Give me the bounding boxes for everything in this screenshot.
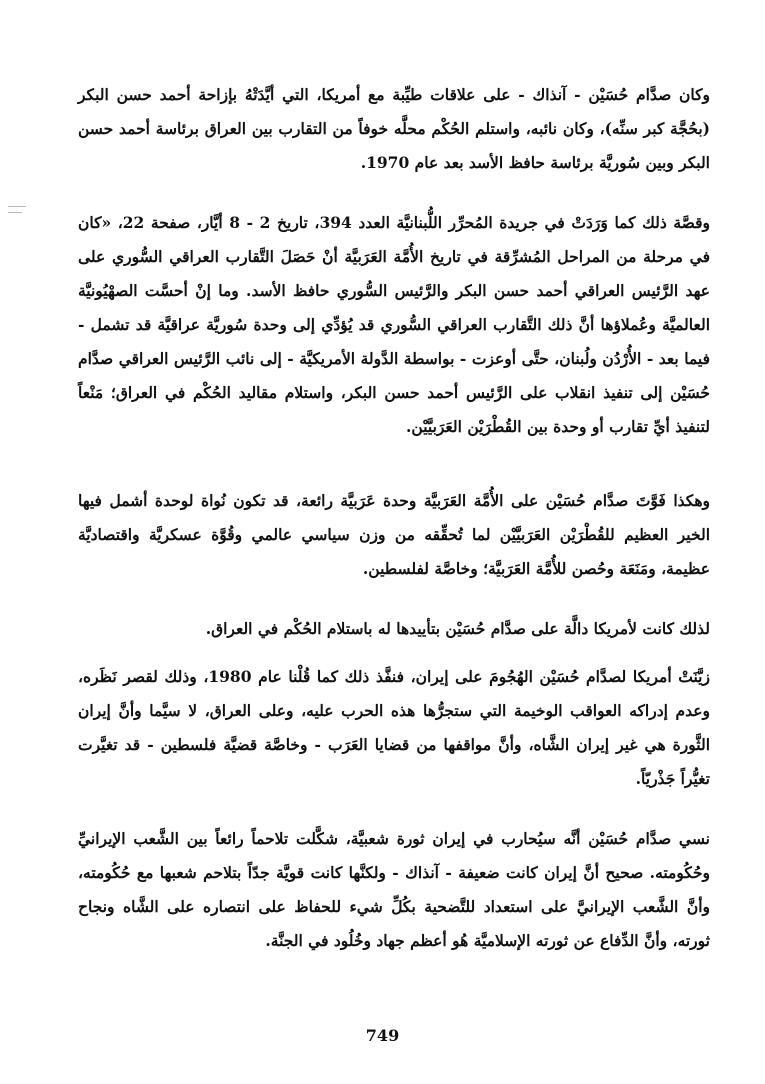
paragraph-6: نسي صدَّام حُسَيْن أنَّه سيُحارب في إيران ثورة شعبيَّة، شكَّلت تلاحماً رائعاً بين الشَّعب الإيرانيِّ وحُكُومته. صحيح أنَّ إيران كانت ضعيفة - آنذاك - ولكنَّها كانت قويَّة جدّاً بتلاحم شعبها مع حُكُومته، وأنَّ الشَّعب الإيرانيَّ على استعداد للتَّضحية بكُلِّ شيء للحفاظ على انتصاره على الشَّاه ونجاح ثورته، وأنَّ الدِّفاع عن ثورته الإسلاميَّة هُو أعظم جهاد وخُلُود في الجنَّة. (78, 829, 710, 950)
margin-mark (8, 212, 22, 213)
paragraph-5: زيَّنَتْ أمريكا لصدَّام حُسَيْن الهُجُومَ على إيران، فنفَّذ ذلك كما قُلْنا عام 1980، وذلك لقصر نَظَره، وعدم إدراكه العواقب الوخيمة التي ستجرُّها هذه الحرب عليه، وعلى العراق، لا سيَّما وأنَّ إيران الثَّورة هي غير إيران الشَّاه، وأنَّ مواقفها من قضايا العَرَب - وخاصَّة قضيَّة فلسطين - قد تغيَّرت تغيُّراً جَذْريّاً. (78, 667, 710, 788)
paragraph-1: وكان صدَّام حُسَيْن - آنذاك - على علاقات طيِّبة مع أمريكا، التي أيَّدَتْهُ بإزاحة أحمد حسن البكر (بحُجَّة كبر سنِّه)، وكان نائبه، واستلم الحُكْم محلَّه خوفاً من التقارب بين العراق برئاسة أحمد حسن البكر وبين سُوريَّة برئاسة حافظ الأسد بعد عام 1970. (78, 85, 710, 172)
margin-mark (8, 206, 26, 207)
paragraph-2: وقصَّة ذلك كما وَرَدَتْ في جريدة المُحرِّر اللُّبنانيَّة العدد 394، تاريخ 2 - 8 أيَّار، صفحة 22، «كان في مرحلة من المراحل المُشرِّقة في تاريخ الأُمَّة العَرَبيَّة أنْ حَصَلَ التَّقارب العراقي السُّوري على عهد الرَّئيس العراقي أحمد حسن البكر والرَّئيس السُّوري حافظ الأسد. وما إنْ أحسَّت الصهْيُونيَّة العالميَّة وعُملاؤها أنَّ ذلك التَّقارب العراقي السُّوري قد يُؤدِّي إلى وحدة سُوريَّة عراقيَّة قد تشمل - فيما بعد - الأُرْدُن ولُبنان، حتَّى أوعزت - بواسطة الدَّولة الأمريكيَّة - إلى نائب الرَّئيس العراقي صدَّام حُسَيْن إلى تنفيذ انقلاب على الرَّئيس أحمد حسن البكر، واستلام مقاليد الحُكْم في العراق؛ مَنْعاً لتنفيذ أيِّ تقارب أو وحدة بين القُطْرَيْن العَرَبيَّيْن. (78, 213, 711, 436)
paragraph-4: لذلك كانت لأمريكا دالَّة على صدَّام حُسَيْن بتأييدها له باستلام الحُكْم في العراق. (205, 619, 710, 638)
paragraph-3: وهكذا فَوَّتَ صدَّام حُسَيْن على الأُمَّة العَرَبيَّة وحدة عَرَبيَّة رائعة، قد تكون نُواة لوحدة أشمل فيها الخير العظيم للقُطْرَيْن العَرَبيَّيْن لما تُحقِّقه من وزن سياسي عالمي وقُوَّة عسكريَّة واقتصاديَّة عظيمة، ومَنَعَة وحُصن للأُمَّة العَرَبيَّة؛ وخاصَّة لفلسطين. (78, 491, 710, 578)
page-number: 749 (365, 1026, 400, 1045)
